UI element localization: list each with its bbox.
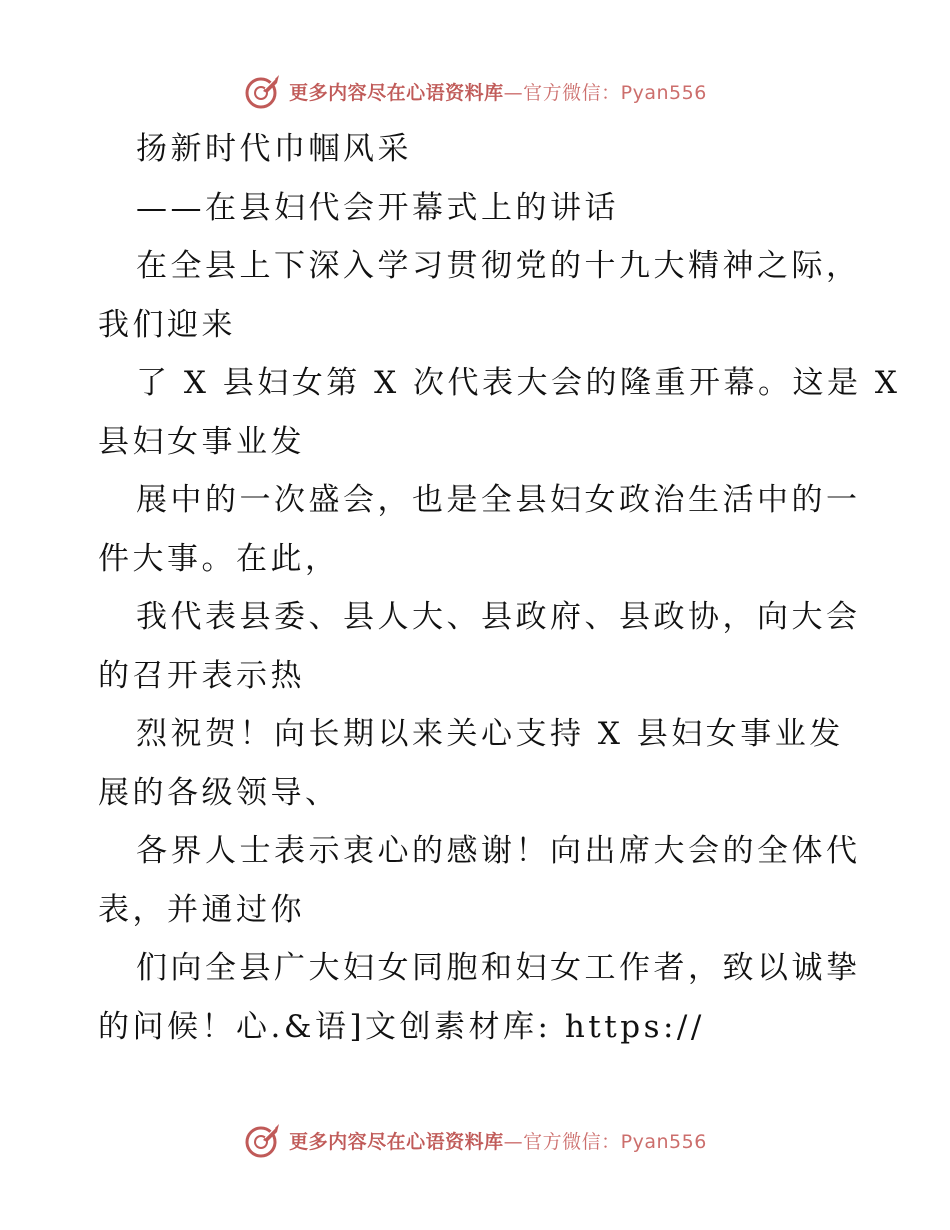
document-title: 扬新时代巾帼风采 [136, 131, 412, 167]
paragraph-line: 件大事。在此， [98, 540, 340, 577]
paragraph-line: 了 X 县妇女第 X 次代表大会的隆重开幕。这是 X [136, 365, 901, 401]
footer-watermark-sub: —官方微信：Pyan556 [503, 1130, 707, 1153]
paragraph-line: 我们迎来 [98, 306, 236, 343]
quill-logo-icon [243, 71, 283, 111]
paragraph-line: 展中的一次盛会，也是全县妇女政治生活中的一 [136, 482, 861, 518]
footer-watermark-text [289, 1127, 707, 1154]
header-watermark-sub: —官方微信：Pyan556 [503, 81, 707, 104]
header-watermark-text [289, 78, 707, 105]
paragraph-line: 各界人士表示衷心的感谢！向出席大会的全体代 [136, 833, 861, 869]
document-subtitle: ——在县妇代会开幕式上的讲话 [136, 189, 619, 226]
paragraph-line: 我代表县委、县人大、县政府、县政协，向大会 [136, 599, 861, 635]
paragraph-line: 表，并通过你 [98, 891, 305, 928]
footer-watermark-main: 更多内容尽在心语资料库 [289, 1130, 504, 1153]
quill-logo-icon [243, 1120, 283, 1160]
footer-watermark-banner [0, 1118, 950, 1162]
paragraph-line: 展的各级领导、 [98, 774, 340, 811]
paragraph-line: 在全县上下深入学习贯彻党的十九大精神之际， [136, 248, 861, 284]
paragraph-line: 烈祝贺！向长期以来关心支持 X 县妇女事业发 [136, 716, 844, 752]
header-watermark-banner [0, 69, 950, 113]
paragraph-line: 们向全县广大妇女同胞和妇女工作者，致以诚挚 [136, 950, 861, 986]
paragraph-line: 县妇女事业发 [98, 423, 305, 460]
document-body [98, 120, 901, 1056]
paragraph-line: 的问候！心.&语]文创素材库: https:// [98, 1008, 705, 1045]
paragraph-line: 的召开表示热 [98, 657, 305, 694]
header-watermark-main: 更多内容尽在心语资料库 [289, 81, 504, 104]
